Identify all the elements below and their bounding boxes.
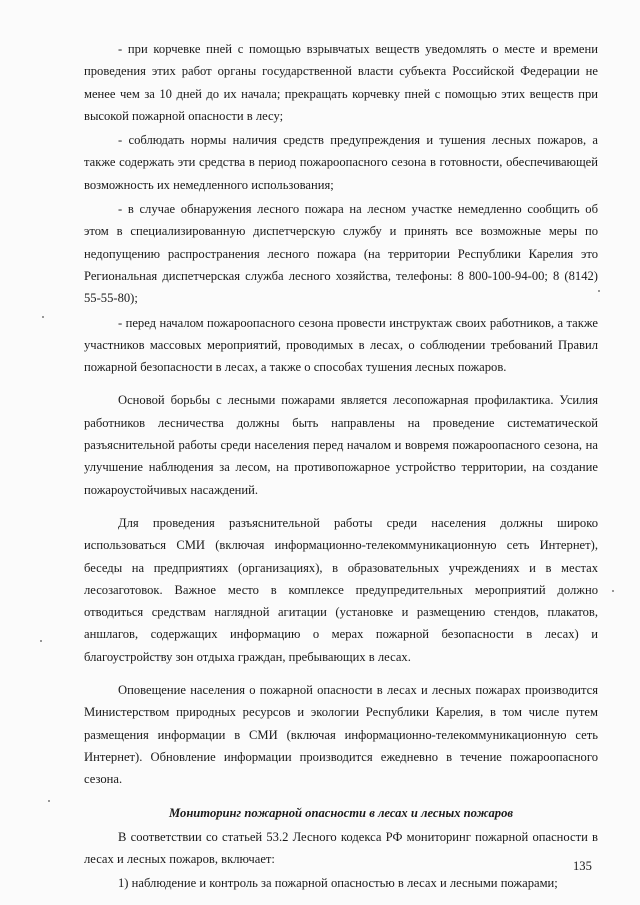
scan-speck: [612, 590, 614, 592]
paragraph-notification: Оповещение населения о пожарной опасности в лесах и лесных пожарах производится Министерством природных ресурсов и экологии Республики Карелия, в том числе путем размещения информации в СМИ (включая информационно-телекоммуникационную сеть Интернет). Обновление информации производится ежедневно в течение пожароопасного сезона.: [84, 683, 598, 787]
list-item-explosives: - при корчевке пней с помощью взрывчатых веществ уведомлять о месте и времени проведения этих работ органы государственной власти субъекта Российской Федерации не менее чем за 10 дней до их начала; прекращать корчевку пней с помощью этих веществ при высокой пожарной опасности в лесу;: [84, 42, 598, 123]
page-number: 135: [573, 859, 592, 873]
scan-speck: [42, 316, 44, 318]
section-heading: Мониторинг пожарной опасности в лесах и лесных пожаров: [169, 805, 513, 820]
document-body: [84, 38, 598, 895]
scan-speck: [48, 800, 50, 802]
list-item-fire-equipment: - соблюдать нормы наличия средств предупреждения и тушения лесных пожаров, а также содержать эти средства в период пожароопасного сезона в готовности, обеспечивающей возможность их немедленного использования;: [84, 133, 598, 192]
scan-speck: [598, 290, 600, 292]
scan-speck: [40, 640, 42, 642]
list-item-observation: 1) наблюдение и контроль за пожарной опасностью в лесах и лесными пожарами;: [118, 876, 558, 891]
list-item-fire-report: - в случае обнаружения лесного пожара на лесном участке немедленно сообщить об этом в специализированную диспетчерскую службу и принять все возможные меры по недопущению распространения лесного пожара (на территории Республики Карелия это Региональная диспетчерская служба лесного хозяйства, телефоны: 8 800-100-94-00; 8 (8142) 55-55-80);: [84, 202, 598, 306]
paragraph-prevention: Основой борьбы с лесными пожарами является лесопожарная профилактика. Усилия работников лесничества должны быть направлены на проведение систематической разъяснительной работы среди населения перед началом и вовремя пожароопасного сезона, на улучшение наблюдения за лесом, на противопожарное устройство территории, на создание пожароустойчивых насаждений.: [84, 393, 598, 497]
paragraph-outreach: Для проведения разъяснительной работы среди населения должны широко использоваться СМИ (включая информационно-телекоммуникационную сеть Интернет), беседы на предприятиях (организациях), в образовательных учреждениях и в местах лесозаготовок. Важное место в комплексе предупредительных мероприятий должно отводиться средствам наглядной агитации (установке и размещению стендов, плакатов, аншлагов, содержащих информацию о мерах пожарной безопасности в лесах) и благоустройству зон отдыха граждан, пребывающих в лесах.: [84, 515, 598, 664]
paragraph-monitoring-intro: В соответствии со статьей 53.2 Лесного кодекса РФ мониторинг пожарной опасности в лесах и лесных пожаров, включает:: [84, 829, 598, 867]
list-item-instruction: - перед началом пожароопасного сезона провести инструктаж своих работников, а также участников массовых мероприятий, проводимых в лесах, о соблюдении требований Правил пожарной безопасности в лесах, а также о способах тушения лесных пожаров.: [84, 315, 598, 375]
